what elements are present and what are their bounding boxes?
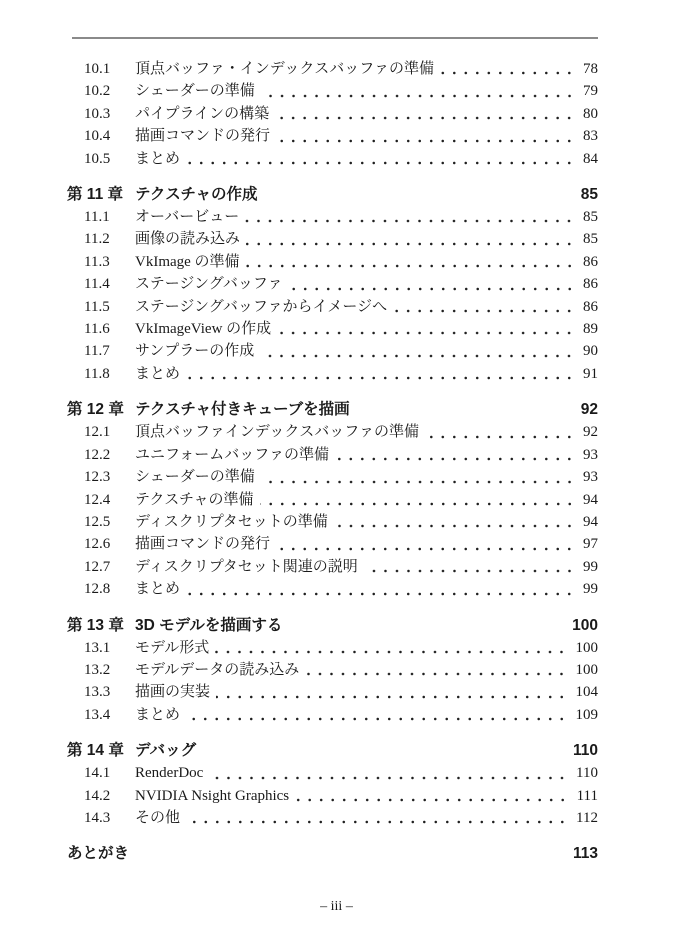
toc-backmatter-entry[interactable]: [67, 842, 598, 865]
toc: [0, 58, 673, 865]
toc-group: [0, 398, 673, 600]
chapter-page-number: 100: [572, 616, 598, 634]
section-title: その他: [135, 809, 181, 826]
toc-section-entry[interactable]: [84, 125, 598, 147]
section-page-number: 92: [583, 424, 598, 441]
chapter-title: 3D モデルを描画する: [135, 616, 283, 634]
dot-leader: [295, 785, 568, 807]
section-number: 10.3: [84, 105, 111, 122]
chapter-page-number: 85: [580, 186, 598, 204]
dot-leader: [260, 340, 575, 362]
section-title: 頂点バッファ・インデックスバッファの準備: [135, 61, 434, 77]
toc-section-entry[interactable]: [84, 103, 598, 125]
section-title: ユニフォームバッファの準備: [135, 446, 329, 463]
section-title: シェーダーの準備: [135, 83, 255, 100]
dot-leader: [261, 80, 575, 102]
section-page-number: 100: [575, 639, 598, 656]
section-page-number: 93: [583, 446, 598, 463]
section-page-number: 104: [575, 684, 598, 701]
chapter-title: デバッグ: [135, 742, 197, 760]
chapter-title: テクスチャ付きキューブを描画: [135, 401, 350, 419]
dot-leader: [289, 273, 575, 295]
section-number: 10.2: [84, 83, 111, 100]
section-page-number: 79: [583, 83, 598, 100]
toc-chapter-entry[interactable]: [67, 183, 598, 206]
dot-leader: [246, 251, 575, 273]
section-number: 12.2: [84, 446, 111, 463]
section-title: ステージングバッファからイメージへ: [135, 298, 388, 315]
chapter-label: 第 11 章: [67, 186, 123, 204]
toc-section-entry[interactable]: [84, 511, 598, 533]
toc-section-entry[interactable]: [84, 533, 598, 555]
toc-section-entry[interactable]: [84, 556, 598, 578]
chapter-page-number: 92: [580, 401, 598, 419]
toc-group: [0, 614, 673, 727]
section-page-number: 99: [583, 558, 598, 575]
section-number: 12.6: [84, 536, 111, 553]
section-title: サンプラーの作成: [135, 343, 255, 360]
section-number: 11.5: [84, 298, 110, 315]
dot-leader: [246, 228, 575, 250]
section-title: まとめ: [135, 150, 181, 167]
toc-group: [0, 58, 673, 170]
dot-leader: [440, 58, 575, 80]
dot-leader: [277, 318, 575, 340]
dot-leader: [186, 704, 567, 726]
toc-chapter-entry[interactable]: [67, 398, 598, 421]
dot-leader: [305, 659, 567, 681]
section-number: 11.4: [84, 276, 110, 293]
section-page-number: 99: [583, 581, 598, 598]
toc-section-entry[interactable]: [84, 681, 598, 703]
toc-section-entry[interactable]: [84, 318, 598, 340]
section-page-number: 83: [583, 128, 598, 145]
section-title: ステージングバッファ: [135, 276, 283, 293]
dot-leader: [216, 681, 567, 703]
section-number: 12.3: [84, 469, 111, 486]
section-page-number: 80: [583, 105, 598, 122]
section-page-number: 91: [583, 365, 598, 382]
section-number: 10.1: [84, 61, 111, 77]
section-title: テクスチャの準備: [135, 491, 254, 508]
dot-leader: [186, 148, 575, 170]
chapter-page-number: 113: [572, 845, 598, 863]
section-number: 14.3: [84, 809, 111, 826]
section-page-number: 90: [583, 343, 598, 360]
toc-section-entry[interactable]: [84, 659, 598, 681]
section-number: 10.5: [84, 150, 111, 167]
section-title: VkImage の準備: [135, 253, 240, 270]
dot-leader: [186, 807, 568, 829]
toc-section-entry[interactable]: [84, 807, 598, 829]
section-title: 頂点バッファインデックスバッファの準備: [135, 424, 419, 441]
toc-section-entry[interactable]: [84, 421, 598, 443]
toc-section-entry[interactable]: [84, 363, 598, 385]
section-title: パイプラインの構築: [135, 105, 270, 122]
toc-section-entry[interactable]: [84, 785, 598, 807]
section-number: 13.1: [84, 639, 111, 656]
toc-section-entry[interactable]: [84, 762, 598, 784]
section-title: 描画コマンドの発行: [135, 536, 271, 553]
section-number: 13.3: [84, 684, 111, 701]
section-page-number: 100: [575, 661, 598, 678]
header-rule: [72, 37, 598, 39]
section-page-number: 86: [583, 298, 598, 315]
toc-section-entry[interactable]: [84, 80, 598, 102]
section-page-number: 109: [575, 706, 598, 723]
section-page-number: 84: [583, 150, 598, 167]
chapter-label: 第 12 章: [67, 401, 124, 419]
section-number: 11.3: [84, 253, 110, 270]
section-page-number: 110: [576, 765, 598, 782]
section-page-number: 94: [583, 491, 598, 508]
section-title: モデルデータの読み込み: [135, 661, 300, 678]
section-page-number: 111: [576, 787, 598, 804]
section-number: 12.8: [84, 581, 111, 598]
section-page-number: 86: [583, 276, 598, 293]
section-page-number: 94: [583, 513, 598, 530]
chapter-label: 第 14 章: [67, 742, 124, 760]
dot-leader: [186, 578, 575, 600]
dot-leader: [245, 206, 575, 228]
section-title: 描画の実装: [135, 684, 211, 701]
dot-leader: [334, 511, 575, 533]
section-number: 10.4: [84, 128, 111, 145]
section-title: オーバービュー: [135, 209, 240, 226]
dot-leader: [275, 103, 575, 125]
dot-leader: [276, 125, 575, 147]
section-page-number: 85: [583, 231, 598, 248]
dot-leader: [209, 762, 568, 784]
section-title: 描画コマンドの発行: [135, 128, 271, 145]
toc-section-entry[interactable]: [84, 296, 598, 318]
toc-group: [0, 739, 673, 829]
section-number: 11.2: [84, 231, 110, 248]
toc-section-entry[interactable]: [84, 251, 598, 273]
section-page-number: 86: [583, 253, 598, 270]
section-number: 11.8: [84, 365, 110, 382]
section-page-number: 112: [576, 809, 598, 826]
dot-leader: [186, 363, 575, 385]
toc-section-entry[interactable]: [84, 466, 598, 488]
section-title: ディスクリプタセットの準備: [135, 513, 328, 530]
section-number: 12.5: [84, 513, 111, 530]
section-number: 12.4: [84, 491, 111, 508]
section-page-number: 97: [583, 536, 598, 553]
dot-leader: [260, 489, 575, 511]
section-number: 12.7: [84, 558, 111, 575]
section-page-number: 93: [583, 469, 598, 486]
section-title: シェーダーの準備: [135, 469, 255, 486]
section-title: VkImageView の作成: [135, 321, 272, 338]
dot-leader: [215, 637, 567, 659]
chapter-label: 第 13 章: [67, 616, 124, 634]
section-number: 11.7: [84, 343, 110, 360]
toc-group: [0, 183, 673, 385]
section-number: 11.1: [84, 209, 110, 226]
toc-section-entry[interactable]: [84, 637, 598, 659]
section-title: NVIDIA Nsight Graphics: [135, 787, 290, 804]
dot-leader: [364, 556, 575, 578]
chapter-label: あとがき: [67, 845, 130, 863]
section-title: 画像の読み込み: [135, 231, 241, 248]
dot-leader: [425, 421, 575, 443]
page-footer: – iii –: [320, 899, 353, 914]
toc-section-entry[interactable]: [84, 148, 598, 170]
chapter-page-number: 110: [572, 742, 598, 760]
section-title: まとめ: [135, 365, 181, 382]
toc-section-entry[interactable]: [84, 206, 598, 228]
section-page-number: 89: [583, 321, 598, 338]
section-title: まとめ: [135, 706, 181, 723]
dot-leader: [393, 296, 575, 318]
section-page-number: 78: [583, 61, 598, 77]
toc-section-entry[interactable]: [84, 228, 598, 250]
section-title: まとめ: [135, 581, 181, 598]
dot-leader: [261, 466, 575, 488]
section-number: 12.1: [84, 424, 111, 441]
toc-section-entry[interactable]: [84, 58, 598, 80]
section-title: RenderDoc: [135, 765, 204, 782]
toc-group: [0, 842, 673, 865]
toc-section-entry[interactable]: [84, 704, 598, 726]
dot-leader: [335, 444, 575, 466]
toc-section-entry[interactable]: [84, 578, 598, 600]
toc-chapter-entry[interactable]: [67, 739, 598, 762]
section-number: 11.6: [84, 321, 110, 338]
toc-chapter-entry[interactable]: [67, 614, 598, 637]
dot-leader: [276, 533, 575, 555]
section-number: 13.2: [84, 661, 111, 678]
toc-section-entry[interactable]: [84, 273, 598, 295]
section-number: 14.1: [84, 765, 111, 782]
section-title: モデル形式: [135, 639, 210, 656]
toc-section-entry[interactable]: [84, 340, 598, 362]
section-title: ディスクリプタセット関連の説明: [135, 558, 358, 575]
section-page-number: 85: [583, 209, 598, 226]
toc-section-entry[interactable]: [84, 444, 598, 466]
toc-section-entry[interactable]: [84, 489, 598, 511]
section-number: 13.4: [84, 706, 111, 723]
chapter-title: テクスチャの作成: [135, 186, 258, 204]
section-number: 14.2: [84, 787, 111, 804]
